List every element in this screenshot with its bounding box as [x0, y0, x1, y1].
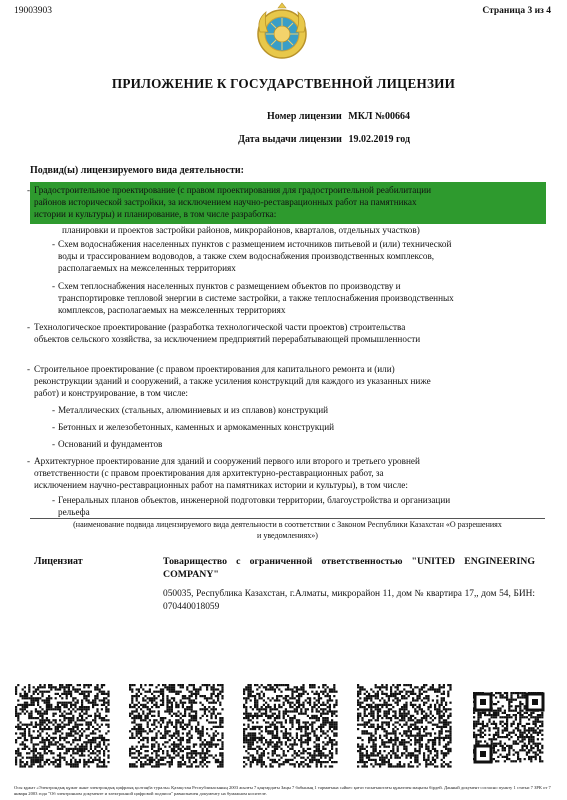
licensee-name: Товарищество с ограниченной ответственностью "UNITED ENGINEERING COMPANY" [163, 556, 535, 580]
subtype-item [27, 321, 545, 345]
subtype-item [27, 363, 545, 400]
page-title: ПРИЛОЖЕНИЕ К ГОСУДАРСТВЕННОЙ ЛИЦЕНЗИИ [111, 76, 456, 91]
subtype-item [52, 421, 545, 433]
subtype-item [27, 455, 545, 492]
subtype-line: Оснований и фундаментов [58, 439, 163, 449]
subtype-line: воды и трассированием водоводов, а также схем водоснабжения производственных комплексов, [58, 251, 435, 262]
subtypes-heading: Подвид(ы) лицензируемого вида деятельности: [30, 165, 244, 176]
qr-code-icon [473, 692, 545, 764]
bullet-dash: - [52, 422, 56, 432]
subtype-item [52, 438, 545, 450]
subtype-line: исключением научно-реставрационных работ на памятниках истории и культуры), в том числе: [34, 480, 408, 491]
license-number-row [150, 111, 410, 122]
subtype-item [52, 404, 545, 416]
qr-code-icon [243, 684, 338, 768]
subtype-line: Схем водоснабжения населенных пунктов с размещением источников питьевой и (или) технической [58, 239, 452, 249]
subtype-line: Строительное проектирование (с правом проектирования для капитального ремонта и (или) [34, 364, 395, 374]
licensee-label: Лицензиат [34, 556, 83, 567]
qr-code-icon [357, 684, 452, 768]
caption-line: (наименование подвида лицензируемого вида деятельности в соответствии с Законом Республики Казахстан «О разрешениях [73, 520, 502, 529]
subtype-line: Схем теплоснабжения населенных пунктов с размещением объектов по производству и [58, 281, 401, 291]
subtype-line: рельефа [58, 507, 90, 518]
qr-code-icon [15, 684, 110, 768]
subtype-item [52, 238, 545, 275]
subtype-line: Градостроительное проектирование (с правом проектирования для градостроительной реабилитации [34, 185, 432, 195]
qr-code-icon [129, 684, 224, 768]
subtype-line: планировки и проектов застройки районов, микрорайонов, кварталов, отдельных участков) [62, 225, 420, 235]
subtype-line: реконструкции зданий и сооружений, а также усиления конструкций для каждого из указанных ниже [34, 376, 431, 387]
subtype-line: Металлических (стальных, алюминиевых и из сплавов) конструкций [58, 405, 329, 415]
bullet-dash: - [52, 281, 56, 291]
caption-rule [30, 518, 545, 519]
bullet-dash: - [27, 322, 31, 332]
license-number-value: МКЛ №00664 [348, 111, 410, 122]
subtype-item [52, 494, 545, 518]
subtype-line: истории и культуры) и планирование, в том числе разработка: [34, 209, 277, 220]
subtype-line: Бетонных и железобетонных, каменных и армокаменных конструкций [58, 422, 335, 432]
caption [30, 520, 545, 541]
caption-line: и уведомлениях») [257, 530, 318, 540]
bullet-dash: - [27, 185, 31, 195]
page-number: Страница 3 из 4 [482, 6, 551, 16]
subtype-item [62, 224, 545, 236]
subtype-line: ответственности (с правом проектирования для архитектурно-реставрационных работ, за [34, 468, 384, 479]
subtype-item [52, 280, 545, 317]
subtype-line: располагаемых на межселенных территориях [58, 263, 236, 274]
bullet-dash: - [27, 364, 31, 374]
bullet-dash: - [52, 495, 56, 505]
bullet-dash: - [52, 405, 56, 415]
licensee-address: 050035, Республика Казахстан, г.Алматы, микрорайон 11, дом № квартира 17,, дом 54, БИН: 070440018059 [163, 589, 535, 612]
subtype-item [27, 184, 545, 221]
subtype-line: комплексов, располагаемых на межселенных территориях [58, 305, 286, 316]
subtype-line: Архитектурное проектирование для зданий и сооружений первого или второго и третьего уровней [34, 456, 420, 466]
legal-footer: Осы құжат «Электрондық құжат және электрондық цифрлық қолтаңба туралы» Қазақстан Республикасының 2003 жылғы 7 қаңтардағы Заңы 7 бабының 1 тармағына сәйкес қағаз тасығыштағы құжатпен маңызы бірдей. Данный документ согласно пункту 1 статьи 7 ЗРК от 7 января 2003 года "Об электронном документе и электронной цифровой подписи" равнозначен документу на бумажном носителе. [14, 785, 551, 796]
subtype-line: районов исторической застройки, за исключением научно-реставрационных работ на памятниках [34, 197, 417, 208]
subtype-line: объектов сельского хозяйства, за исключением предприятий перерабатывающей промышленности [34, 334, 421, 345]
subtype-line: транспортировке тепловой энергии в системе застройки, а также теплоснабжения производственных [58, 293, 454, 304]
subtype-line: Технологическое проектирование (разработка технологической части проектов) строительства [34, 322, 406, 332]
state-emblem-icon [252, 2, 312, 62]
license-date-row [150, 134, 410, 145]
document-id: 19003903 [14, 6, 52, 16]
subtype-line: работ) и конструирование, в том числе: [34, 388, 188, 399]
license-number-label: Номер лицензии [267, 111, 342, 122]
license-date-value: 19.02.2019 год [348, 134, 410, 145]
license-date-label: Дата выдачи лицензии [238, 134, 342, 145]
bullet-dash: - [27, 456, 31, 466]
bullet-dash: - [52, 439, 56, 449]
subtype-line: Генеральных планов объектов, инженерной подготовки территории, благоустройства и организации [58, 495, 451, 505]
bullet-dash: - [52, 239, 56, 249]
